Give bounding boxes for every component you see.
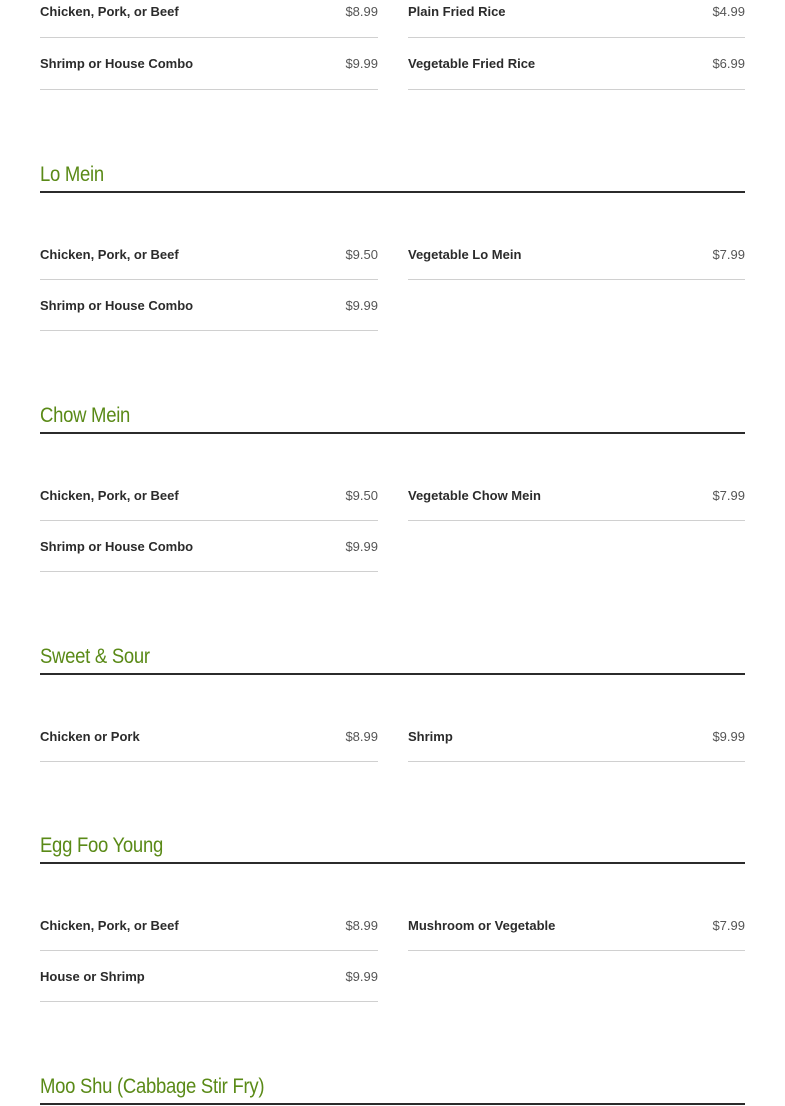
menu-item[interactable]: [408, 470, 745, 521]
previous-section-items: [40, 0, 745, 90]
menu-item-price: $9.99: [345, 538, 378, 554]
menu-item[interactable]: [40, 951, 378, 1002]
menu-item-price: $8.99: [345, 4, 378, 19]
menu-item-name: Vegetable Fried Rice: [408, 56, 536, 71]
menu-item-price: $9.99: [712, 728, 745, 744]
menu-item[interactable]: [40, 711, 378, 762]
menu-item[interactable]: [40, 38, 378, 90]
section-title: Lo Mein: [40, 163, 104, 186]
section-moo-shu: [40, 1073, 745, 1105]
menu-item-name: Plain Fried Rice: [408, 4, 506, 19]
menu-item[interactable]: [408, 38, 745, 90]
menu-item[interactable]: [40, 470, 378, 521]
menu-item-price: $9.99: [345, 56, 378, 71]
section-title: Moo Shu (Cabbage Stir Fry): [40, 1075, 265, 1098]
menu-item[interactable]: [40, 0, 378, 38]
menu-item-price: $8.99: [345, 728, 378, 744]
section-sweet-and-sour: [40, 643, 745, 762]
section-egg-foo-young: [40, 832, 745, 1002]
menu-item-name: Chicken, Pork, or Beef: [40, 917, 179, 933]
menu-item-price: $9.50: [345, 246, 378, 262]
menu-item-price: $9.99: [345, 297, 378, 313]
menu-item-name: Shrimp or House Combo: [40, 297, 194, 313]
section-title: Chow Mein: [40, 404, 131, 427]
section-lo-mein: [40, 161, 745, 331]
menu-item[interactable]: [408, 229, 745, 280]
menu-item[interactable]: [408, 0, 745, 38]
menu-item-price: $9.99: [345, 968, 378, 984]
menu-item-name: Vegetable Chow Mein: [408, 487, 541, 503]
menu-item[interactable]: [408, 900, 745, 951]
menu-item-name: Mushroom or Vegetable: [408, 917, 556, 933]
menu-item-name: Chicken, Pork, or Beef: [40, 246, 179, 262]
menu-item-name: House or Shrimp: [40, 968, 145, 984]
section-chow-mein: [40, 402, 745, 572]
menu-item-name: Shrimp or House Combo: [40, 538, 194, 554]
menu-item-name: Shrimp: [408, 728, 453, 744]
menu-item-price: $7.99: [712, 917, 745, 933]
menu-item-price: $4.99: [712, 4, 745, 19]
menu-item-price: $6.99: [712, 56, 745, 71]
menu-item-name: Chicken, Pork, or Beef: [40, 4, 179, 19]
menu-item[interactable]: [408, 711, 745, 762]
menu-item-name: Chicken or Pork: [40, 728, 140, 744]
menu-item-price: $8.99: [345, 917, 378, 933]
menu-item-name: Shrimp or House Combo: [40, 56, 194, 71]
menu-item-price: $7.99: [712, 487, 745, 503]
menu-item[interactable]: [40, 280, 378, 331]
menu-item-name: Chicken, Pork, or Beef: [40, 487, 179, 503]
menu-item-price: $7.99: [712, 246, 745, 262]
menu-item-price: $9.50: [345, 487, 378, 503]
menu-item[interactable]: [40, 229, 378, 280]
menu-item[interactable]: [40, 521, 378, 572]
section-title: Egg Foo Young: [40, 834, 163, 857]
section-title: Sweet & Sour: [40, 645, 150, 668]
menu-item-name: Vegetable Lo Mein: [408, 246, 522, 262]
menu-item[interactable]: [40, 900, 378, 951]
